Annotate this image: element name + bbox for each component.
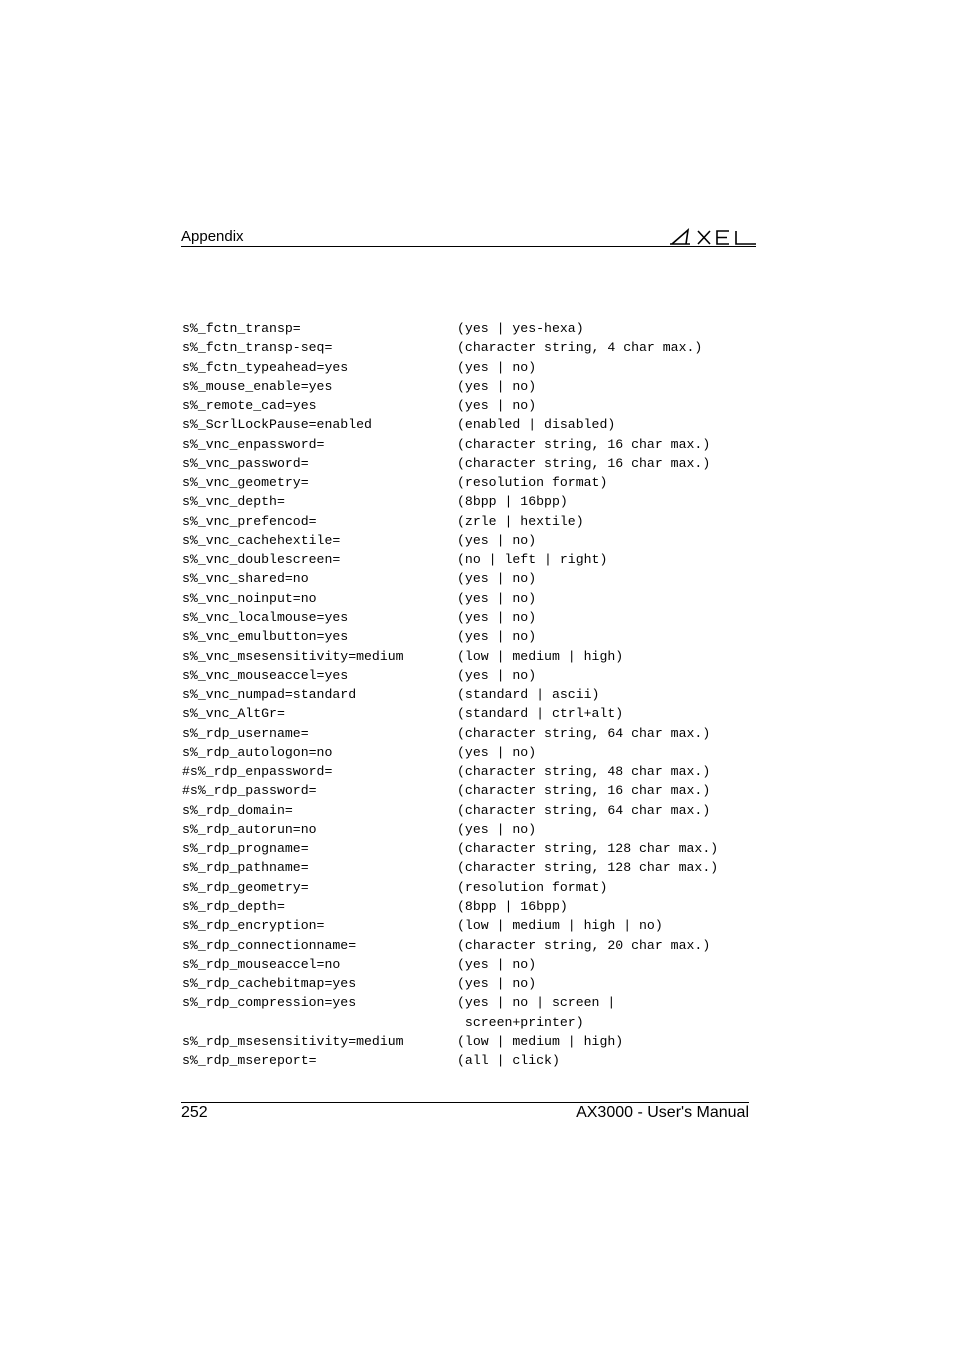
parameter-values: (enabled | disabled)	[457, 417, 616, 433]
parameter-name: s%_rdp_connectionname=	[182, 937, 357, 953]
page-header	[181, 222, 756, 247]
parameter-name: s%_vnc_msesensitivity=medium	[182, 648, 404, 664]
parameter-values: (resolution format)	[457, 475, 608, 491]
parameter-values: (character string, 16 char max.)	[457, 436, 711, 452]
parameter-values: (yes | no | screen | screen+printer)	[457, 995, 616, 1030]
parameter-name: s%_vnc_emulbutton=yes	[182, 629, 349, 645]
parameter-row	[182, 858, 762, 877]
parameter-row	[182, 627, 762, 646]
manual-title: AX3000 - User's Manual	[576, 1104, 749, 1121]
parameter-values: (character string, 48 char max.)	[457, 764, 711, 780]
parameter-values: (character string, 16 char max.)	[457, 455, 711, 471]
parameter-values: (character string, 64 char max.)	[457, 725, 711, 741]
parameter-row	[182, 396, 762, 415]
parameter-listing	[182, 319, 762, 1070]
parameter-row	[182, 512, 762, 531]
parameter-row	[182, 897, 762, 916]
parameter-name: s%_mouse_enable=yes	[182, 378, 333, 394]
parameter-row	[182, 916, 762, 935]
parameter-values: (yes | no)	[457, 359, 537, 375]
parameter-values: (yes | no)	[457, 629, 537, 645]
parameter-name: s%_vnc_cachehextile=	[182, 532, 341, 548]
parameter-values: (yes | no)	[457, 976, 537, 992]
parameter-values: (yes | no)	[457, 571, 537, 587]
parameter-values: (all | click)	[457, 1053, 560, 1069]
parameter-name: s%_rdp_username=	[182, 725, 309, 741]
parameter-name: s%_vnc_mouseaccel=yes	[182, 667, 349, 683]
header-section-title: Appendix	[181, 228, 244, 245]
parameter-row	[182, 358, 762, 377]
parameter-name: s%_vnc_enpassword=	[182, 436, 325, 452]
parameter-row	[182, 878, 762, 897]
parameter-name: s%_vnc_depth=	[182, 494, 285, 510]
parameter-name: s%_vnc_geometry=	[182, 475, 309, 491]
parameter-row	[182, 704, 762, 723]
parameter-row	[182, 473, 762, 492]
parameter-row	[182, 936, 762, 955]
parameter-values: (yes | no)	[457, 609, 537, 625]
parameter-values: (zrle | hextile)	[457, 513, 584, 529]
parameter-row	[182, 685, 762, 704]
parameter-name: s%_rdp_pathname=	[182, 860, 309, 876]
parameter-values: (yes | no)	[457, 821, 537, 837]
parameter-values: (8bpp | 16bpp)	[457, 494, 568, 510]
parameter-name: s%_rdp_autologon=no	[182, 744, 333, 760]
parameter-values: (character string, 4 char max.)	[457, 340, 703, 356]
parameter-name: s%_fctn_transp-seq=	[182, 340, 333, 356]
parameter-row	[182, 415, 762, 434]
parameter-row	[182, 492, 762, 511]
parameter-row	[182, 743, 762, 762]
parameter-name: s%_rdp_progname=	[182, 841, 309, 857]
parameter-name: s%_rdp_encryption=	[182, 918, 325, 934]
parameter-row	[182, 955, 762, 974]
parameter-values: (8bpp | 16bpp)	[457, 898, 568, 914]
parameter-values: (yes | no)	[457, 378, 537, 394]
parameter-row	[182, 1051, 762, 1070]
parameter-row	[182, 608, 762, 627]
parameter-row	[182, 1032, 762, 1051]
parameter-name: s%_rdp_autorun=no	[182, 821, 317, 837]
parameter-row	[182, 319, 762, 338]
parameter-values: (yes | no)	[457, 667, 537, 683]
parameter-name: s%_remote_cad=yes	[182, 398, 317, 414]
parameter-row	[182, 666, 762, 685]
parameter-values: (low | medium | high)	[457, 648, 624, 664]
parameter-row	[182, 531, 762, 550]
parameter-row	[182, 974, 762, 993]
parameter-values: (character string, 64 char max.)	[457, 802, 711, 818]
parameter-values: (resolution format)	[457, 879, 608, 895]
parameter-name: s%_vnc_AltGr=	[182, 706, 285, 722]
parameter-values: (yes | no)	[457, 590, 537, 606]
parameter-row	[182, 569, 762, 588]
parameter-row	[182, 589, 762, 608]
parameter-name: s%_rdp_mouseaccel=no	[182, 956, 341, 972]
parameter-values: (low | medium | high | no)	[457, 918, 663, 934]
parameter-row	[182, 724, 762, 743]
parameter-name: s%_rdp_compression=yes	[182, 995, 357, 1011]
parameter-name: s%_rdp_domain=	[182, 802, 293, 818]
parameter-values: (character string, 16 char max.)	[457, 783, 711, 799]
parameter-row	[182, 377, 762, 396]
page-number: 252	[181, 1104, 208, 1121]
parameter-values: (standard | ctrl+alt)	[457, 706, 624, 722]
parameter-name: s%_ScrlLockPause=enabled	[182, 417, 372, 433]
parameter-values: (character string, 128 char max.)	[457, 860, 719, 876]
parameter-values: (character string, 128 char max.)	[457, 841, 719, 857]
parameter-name: s%_fctn_typeahead=yes	[182, 359, 349, 375]
parameter-name: s%_rdp_cachebitmap=yes	[182, 976, 357, 992]
parameter-name: s%_vnc_noinput=no	[182, 590, 317, 606]
parameter-values: (yes | no)	[457, 398, 537, 414]
parameter-name: s%_rdp_depth=	[182, 898, 285, 914]
parameter-values: (low | medium | high)	[457, 1033, 624, 1049]
parameter-row	[182, 454, 762, 473]
parameter-values: (standard | ascii)	[457, 687, 600, 703]
parameter-values: (no | left | right)	[457, 552, 608, 568]
parameter-values: (yes | no)	[457, 744, 537, 760]
parameter-row	[182, 647, 762, 666]
parameter-row	[182, 762, 762, 781]
parameter-name: s%_vnc_localmouse=yes	[182, 609, 349, 625]
axel-logo	[670, 222, 756, 246]
parameter-row	[182, 993, 762, 1032]
parameter-name: #s%_rdp_enpassword=	[182, 764, 333, 780]
parameter-name: #s%_rdp_password=	[182, 783, 317, 799]
parameter-name: s%_rdp_geometry=	[182, 879, 309, 895]
parameter-row	[182, 338, 762, 357]
parameter-values: (yes | yes-hexa)	[457, 321, 584, 336]
parameter-name: s%_rdp_msereport=	[182, 1053, 317, 1069]
parameter-row	[182, 781, 762, 800]
parameter-name: s%_rdp_msesensitivity=medium	[182, 1033, 404, 1049]
page-footer	[181, 1102, 749, 1125]
parameter-row	[182, 801, 762, 820]
parameter-name: s%_vnc_numpad=standard	[182, 687, 357, 703]
parameter-name: s%_vnc_prefencod=	[182, 513, 317, 529]
parameter-values: (yes | no)	[457, 956, 537, 972]
parameter-row	[182, 550, 762, 569]
parameter-values: (yes | no)	[457, 532, 537, 548]
parameter-name: s%_fctn_transp=	[182, 321, 301, 336]
parameter-name: s%_vnc_shared=no	[182, 571, 309, 587]
parameter-row	[182, 820, 762, 839]
parameter-row	[182, 839, 762, 858]
parameter-name: s%_vnc_doublescreen=	[182, 552, 341, 568]
parameter-row	[182, 435, 762, 454]
parameter-values: (character string, 20 char max.)	[457, 937, 711, 953]
parameter-name: s%_vnc_password=	[182, 455, 309, 471]
